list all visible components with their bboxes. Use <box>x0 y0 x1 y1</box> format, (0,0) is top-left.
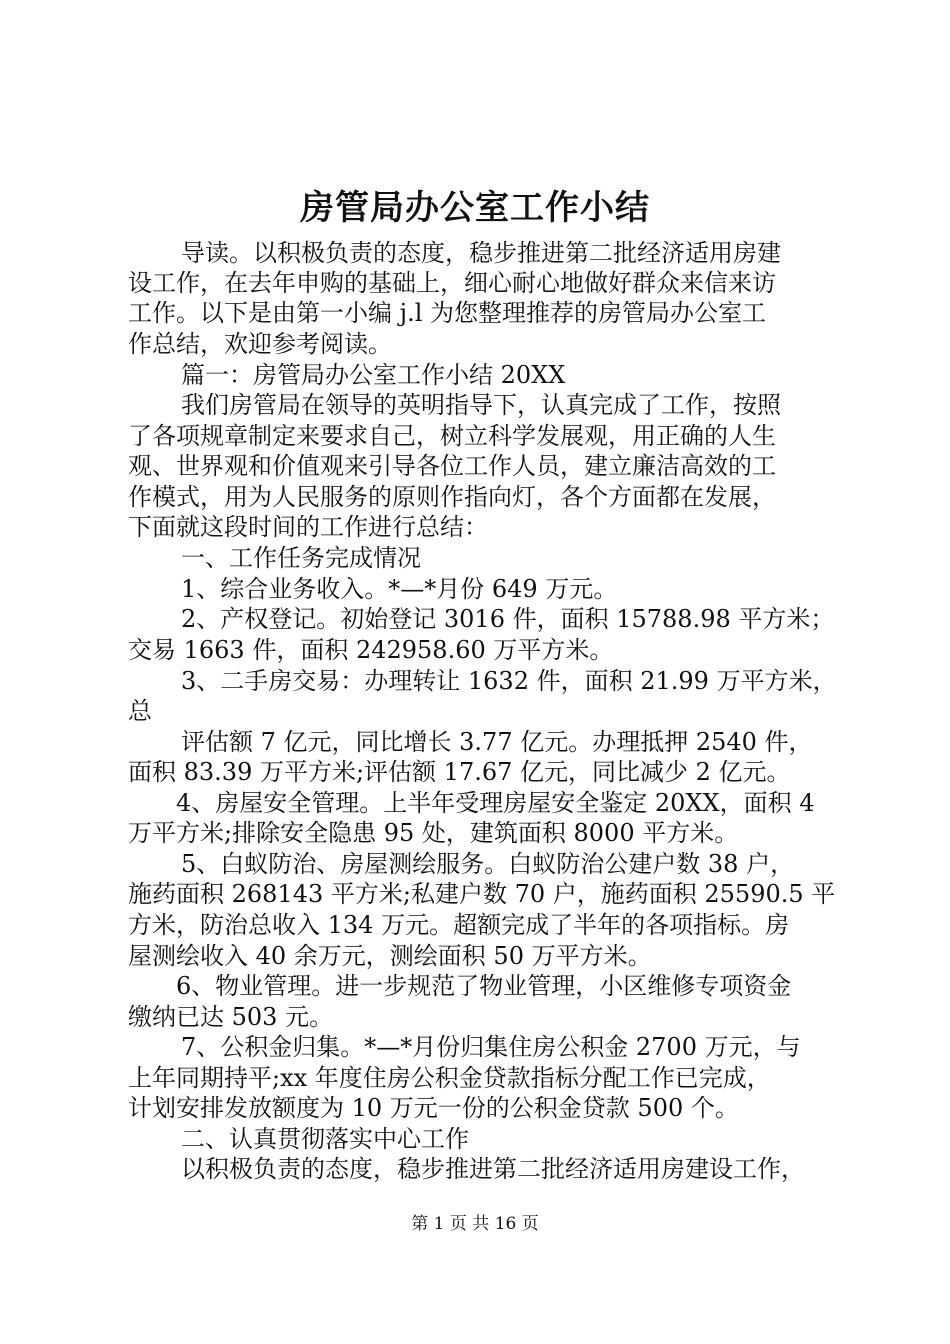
body-line: 作总结，欢迎参考阅读。 <box>128 330 392 358</box>
body-line: 评估额 7 亿元，同比增长 3.77 亿元。办理抵押 2540 件， <box>181 728 813 756</box>
body-line: 2、产权登记。初始登记 3016 件，面积 15788.98 平方米； <box>181 605 835 633</box>
document-title: 房管局办公室工作小结 <box>300 188 650 228</box>
body-line: 屋测绘收入 40 余万元，测绘面积 50 万平方米。 <box>128 942 652 970</box>
body-line: 3、二手房交易：办理转让 1632 件，面积 21.99 万平方米， <box>181 667 837 695</box>
body-line: 面积 83.39 万平方米;评估额 17.67 亿元，同比减少 2 亿元。 <box>128 758 791 786</box>
body-line: 我们房管局在领导的英明指导下，认真完成了工作，按照 <box>181 391 781 419</box>
body-line: 交易 1663 件，面积 242958.60 万平方米。 <box>128 636 614 664</box>
body-line: 缴纳已达 503 元。 <box>128 1003 334 1031</box>
body-line: 下面就这段时间的工作进行总结： <box>128 513 488 541</box>
body-line: 方米，防治总收入 134 万元。超额完成了半年的各项指标。房 <box>128 911 790 939</box>
body-line: 导读。以积极负责的态度，稳步推进第二批经济适用房建 <box>181 239 781 267</box>
body-line: 设工作，在去年申购的基础上，细心耐心地做好群众来信来访 <box>128 269 776 297</box>
body-line: 6、物业管理。进一步规范了物业管理，小区维修专项资金 <box>176 972 792 1000</box>
body-line: 施药面积 268143 平方米;私建户数 70 户，施药面积 25590.5 平 <box>128 880 836 908</box>
body-line: 1、综合业务收入。*—*月份 649 万元。 <box>181 575 618 603</box>
section-heading: 一、工作任务完成情况 <box>181 544 421 572</box>
body-line: 5、白蚁防治、房屋测绘服务。白蚁防治公建户数 38 户， <box>181 850 795 878</box>
body-line: 作模式，用为人民服务的原则作指向灯，各个方面都在发展， <box>128 483 776 511</box>
section-heading: 二、认真贯彻落实中心工作 <box>181 1125 469 1153</box>
body-line: 观、世界观和价值观来引导各位工作人员，建立廉洁高效的工 <box>128 452 776 480</box>
section-heading: 篇一：房管局办公室工作小结 20XX <box>181 361 566 389</box>
body-line: 计划安排发放额度为 10 万元一份的公积金贷款 500 个。 <box>128 1094 739 1122</box>
body-line: 以积极负责的态度，稳步推进第二批经济适用房建设工作， <box>181 1155 805 1183</box>
body-line: 4、房屋安全管理。上半年受理房屋安全鉴定 20XX，面积 4 <box>176 789 815 817</box>
body-line: 总 <box>128 697 152 725</box>
body-line: 工作。以下是由第一小编 j.l 为您整理推荐的房管局办公室工 <box>128 299 767 327</box>
body-line: 7、公积金归集。*—*月份归集住房公积金 2700 万元，与 <box>181 1033 801 1061</box>
body-line: 万平方米;排除安全隐患 95 处，建筑面积 8000 平方米。 <box>128 819 739 847</box>
body-line: 了各项规章制定来要求自己，树立科学发展观，用正确的人生 <box>128 422 776 450</box>
page-number-footer: 第 1 页 共 16 页 <box>411 1214 539 1234</box>
body-line: 上年同期持平;xx 年度住房公积金贷款指标分配工作已完成， <box>128 1064 771 1092</box>
